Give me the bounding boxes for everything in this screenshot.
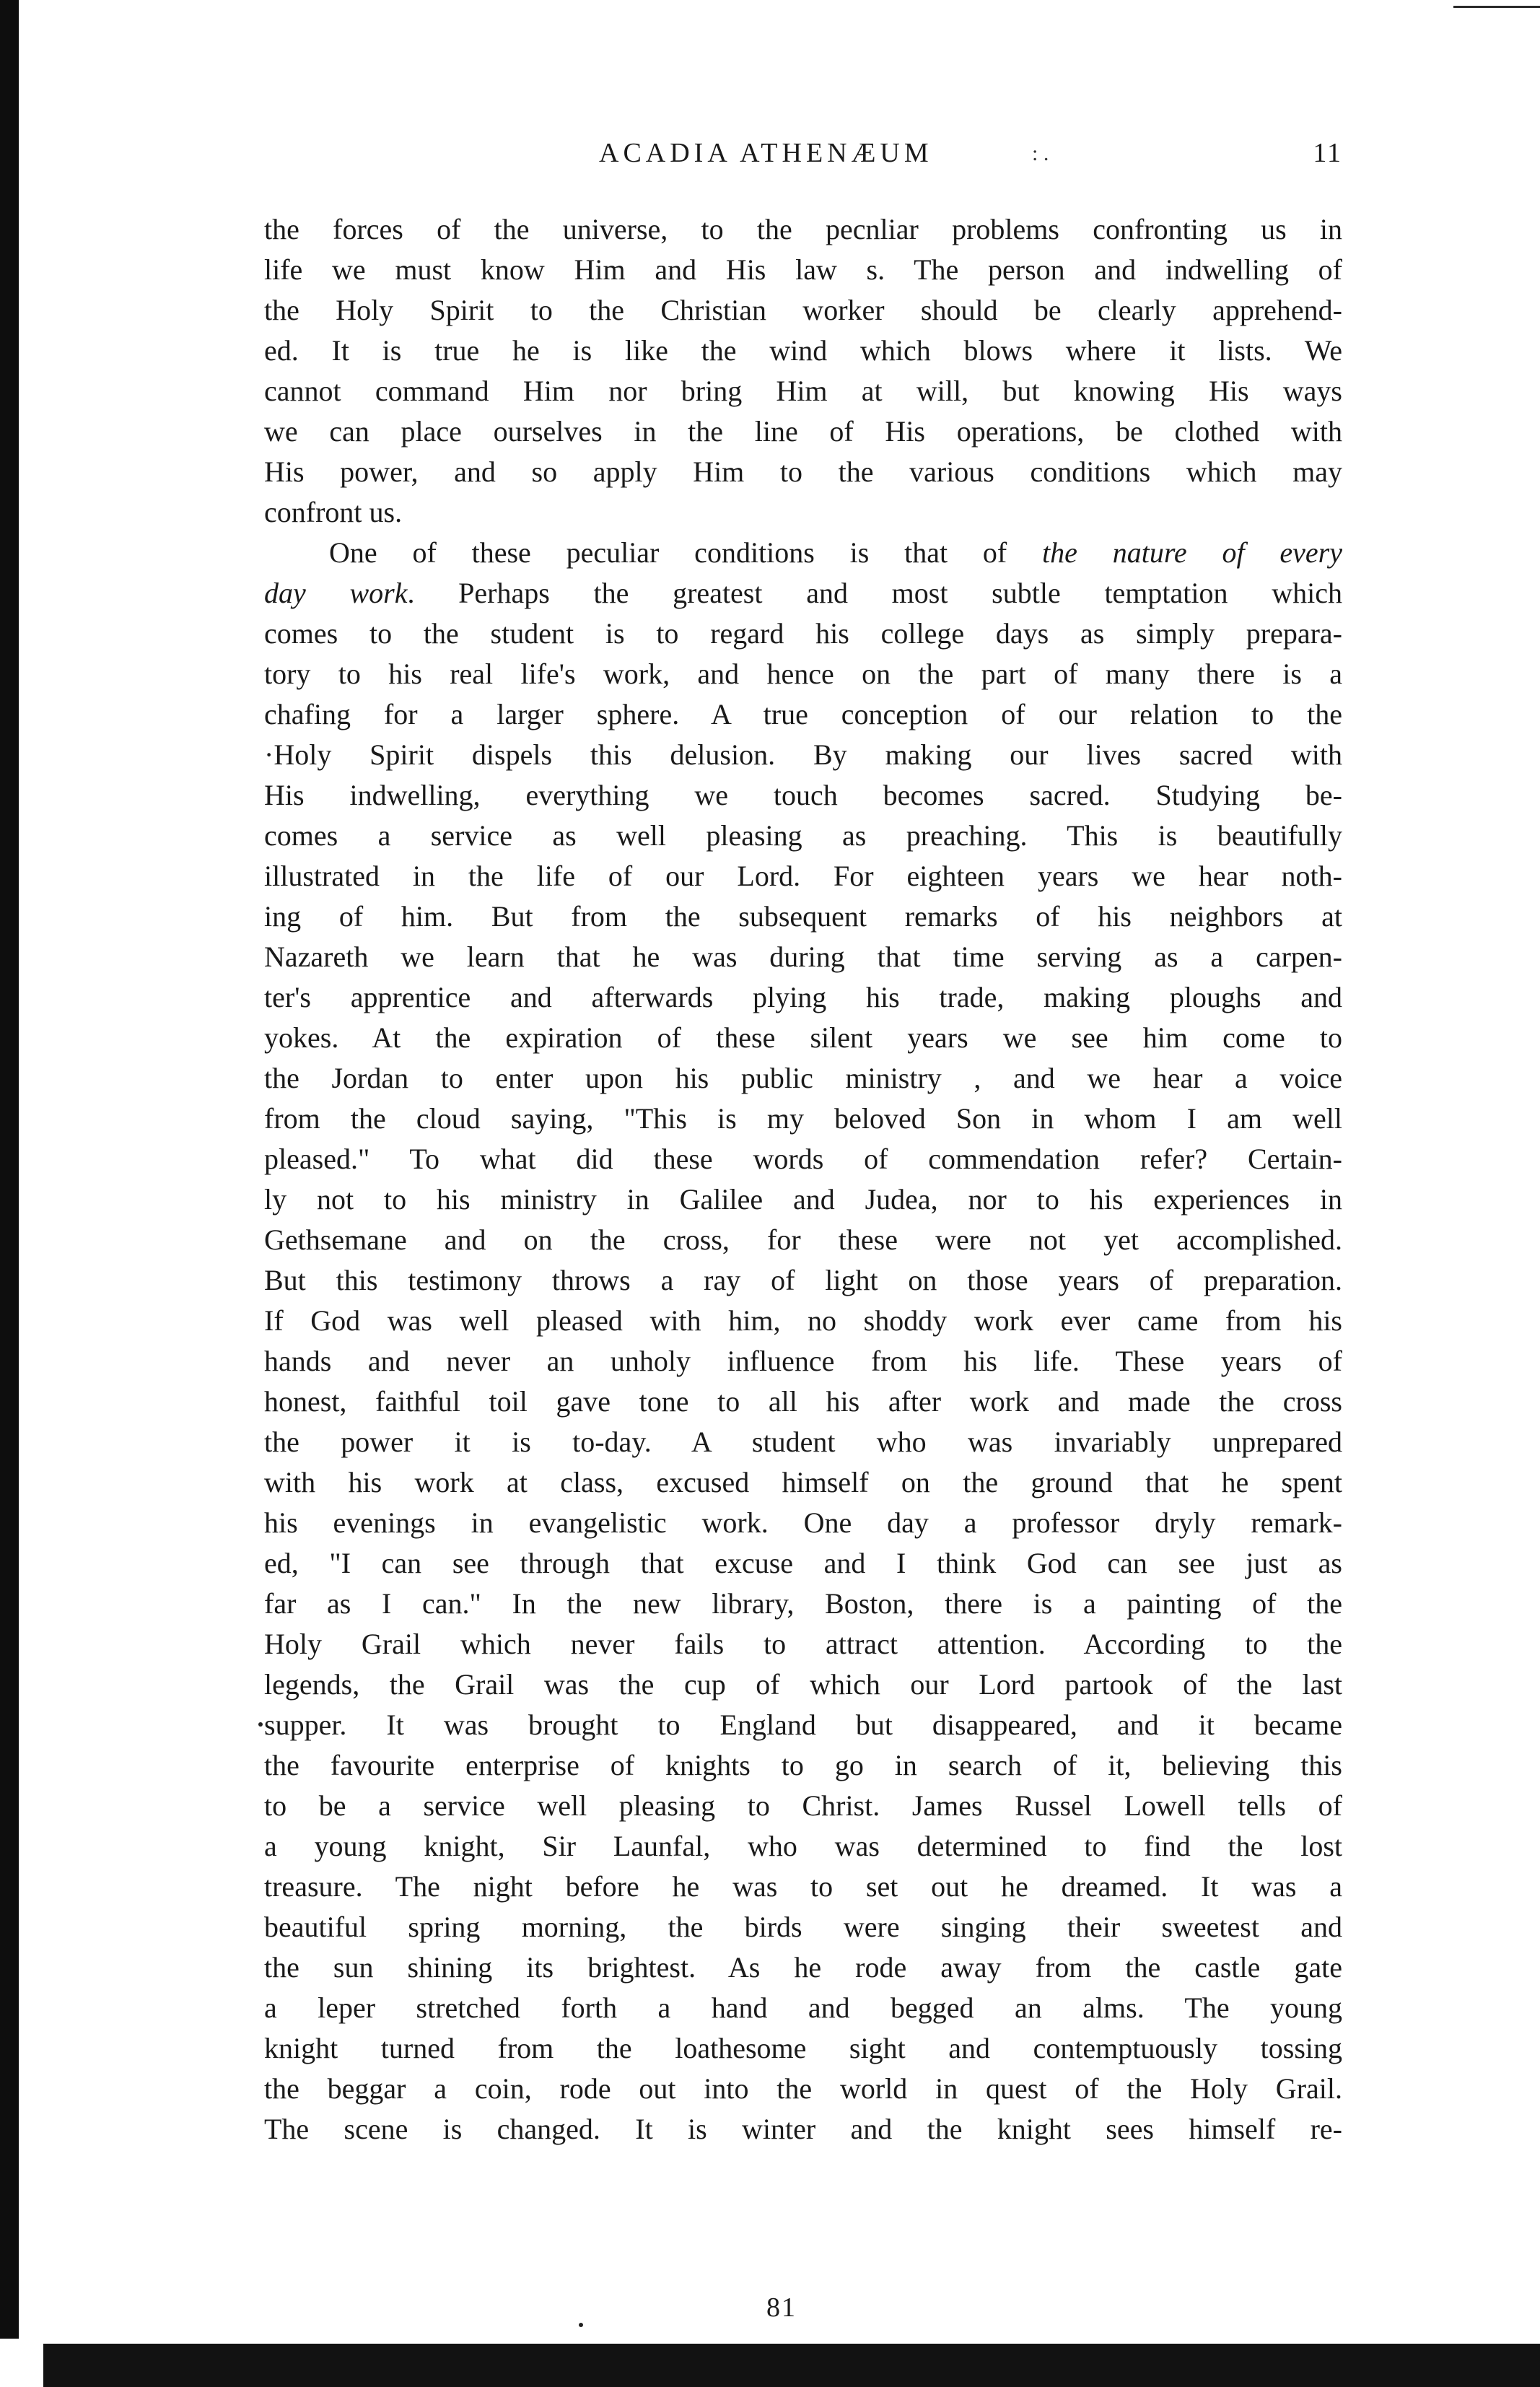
text-line: yokes. At the expiration of these silent years we see him come to (264, 1021, 1342, 1054)
text-line: honest, faithful toil gave tone to all his after work and made the cross (264, 1385, 1342, 1418)
text-line: His indwelling, everything we touch becomes sacred. Studying be- (264, 779, 1342, 811)
text-line: ter's apprentice and afterwards plying his trade, making ploughs and (264, 981, 1342, 1013)
text-line: to be a service well pleasing to Christ. James Russel Lowell tells of (264, 1789, 1342, 1822)
text-line: with his work at class, excused himself on the ground that he spent (264, 1466, 1342, 1498)
header-marks: : . (1032, 141, 1049, 165)
text-line: day work. Perhaps the greatest and most subtle temptation which (264, 577, 1342, 609)
text-line: legends, the Grail was the cup of which our Lord partook of the last (264, 1668, 1342, 1701)
text-line: supper. It was brought to England but disappeared, and it became (264, 1709, 1342, 1741)
text-line: knight turned from the loathesome sight and contemptuously tossing (264, 2032, 1342, 2064)
article-body (264, 209, 1342, 2150)
text-line: comes a service as well pleasing as preaching. This is beautifully (264, 819, 1342, 852)
text-line: the Jordan to enter upon his public ministry , and we hear a voice (264, 1062, 1342, 1094)
text-line: The scene is changed. It is winter and the knight sees himself re- (264, 2113, 1342, 2145)
page-number: 11 (1313, 138, 1342, 168)
text-line: a leper stretched forth a hand and begged an alms. The young (264, 1991, 1342, 2024)
text-line: chafing for a larger sphere. A true conception of our relation to the (264, 698, 1342, 730)
text-line: beautiful spring morning, the birds were singing their sweetest and (264, 1911, 1342, 1943)
scan-speck (258, 1722, 263, 1727)
page-header (260, 137, 1342, 180)
text-line: the beggar a coin, rode out into the world in quest of the Holy Grail. (264, 2072, 1342, 2105)
text-line: tory to his real life's work, and hence on the part of many there is a (264, 658, 1342, 690)
text-line: cannot command Him nor bring Him at will, but knowing His ways (264, 375, 1342, 407)
text-line: hands and never an unholy influence from his life. These years of (264, 1345, 1342, 1377)
text-line: the forces of the universe, to the pecnliar problems confronting us in (264, 213, 1342, 245)
text-line: confront us. (264, 496, 403, 528)
scan-edge-left (0, 0, 19, 2339)
text-line: the sun shining its brightest. As he rode away from the castle gate (264, 1951, 1342, 1984)
text-line: life we must know Him and His law s. The person and indwelling of (264, 253, 1342, 286)
text-line: ing of him. But from the subsequent remarks of his neighbors at (264, 900, 1342, 933)
folio-number: 81 (766, 2292, 797, 2323)
text-line: the favourite enterprise of knights to go in search of it, believing this (264, 1749, 1342, 1781)
text-line: ly not to his ministry in Galilee and Judea, nor to his experiences in (264, 1183, 1342, 1216)
text-line: far as I can." In the new library, Boston, there is a painting of the (264, 1587, 1342, 1620)
text-line: ed. It is true he is like the wind which blows where it lists. We (264, 334, 1342, 367)
text-line: illustrated in the life of our Lord. For eighteen years we hear noth- (264, 860, 1342, 892)
text-line: a young knight, Sir Launfal, who was determined to find the lost (264, 1830, 1342, 1862)
text-line: If God was well pleased with him, no shoddy work ever came from his (264, 1304, 1342, 1337)
text-line: Holy Grail which never fails to attract attention. According to the (264, 1628, 1342, 1660)
text-line: comes to the student is to regard his college days as simply prepara- (264, 617, 1342, 650)
text-line: pleased." To what did these words of commendation refer? Certain- (264, 1143, 1342, 1175)
text-line: treasure. The night before he was to set out he dreamed. It was a (264, 1870, 1342, 1903)
text-line: his evenings in evangelistic work. One day a professor dryly remark- (264, 1506, 1342, 1539)
scan-edge-bottom (43, 2344, 1540, 2387)
running-title: ACADIA ATHENÆUM (599, 138, 933, 168)
text-line: Gethsemane and on the cross, for these were not yet accomplished. (264, 1223, 1342, 1256)
text-line: ed, "I can see through that excuse and I think God can see just as (264, 1547, 1342, 1579)
scan-edge-top-rule (1453, 6, 1540, 8)
text-line: the Holy Spirit to the Christian worker should be clearly apprehend- (264, 294, 1342, 326)
text-line: we can place ourselves in the line of His operations, be clothed with (264, 415, 1342, 448)
text-line: the power it is to-day. A student who was invariably unprepared (264, 1426, 1342, 1458)
text-line: But this testimony throws a ray of light on those years of preparation. (264, 1264, 1342, 1296)
text-line: His power, and so apply Him to the various conditions which may (264, 455, 1342, 488)
text-line: One of these peculiar conditions is that of the nature of every (329, 536, 1342, 569)
text-line: from the cloud saying, "This is my beloved Son in whom I am well (264, 1102, 1342, 1135)
text-line: ·Holy Spirit dispels this delusion. By making our lives sacred with (264, 738, 1342, 771)
text-line: Nazareth we learn that he was during that time serving as a carpen- (264, 941, 1342, 973)
scan-speck (579, 2323, 583, 2327)
